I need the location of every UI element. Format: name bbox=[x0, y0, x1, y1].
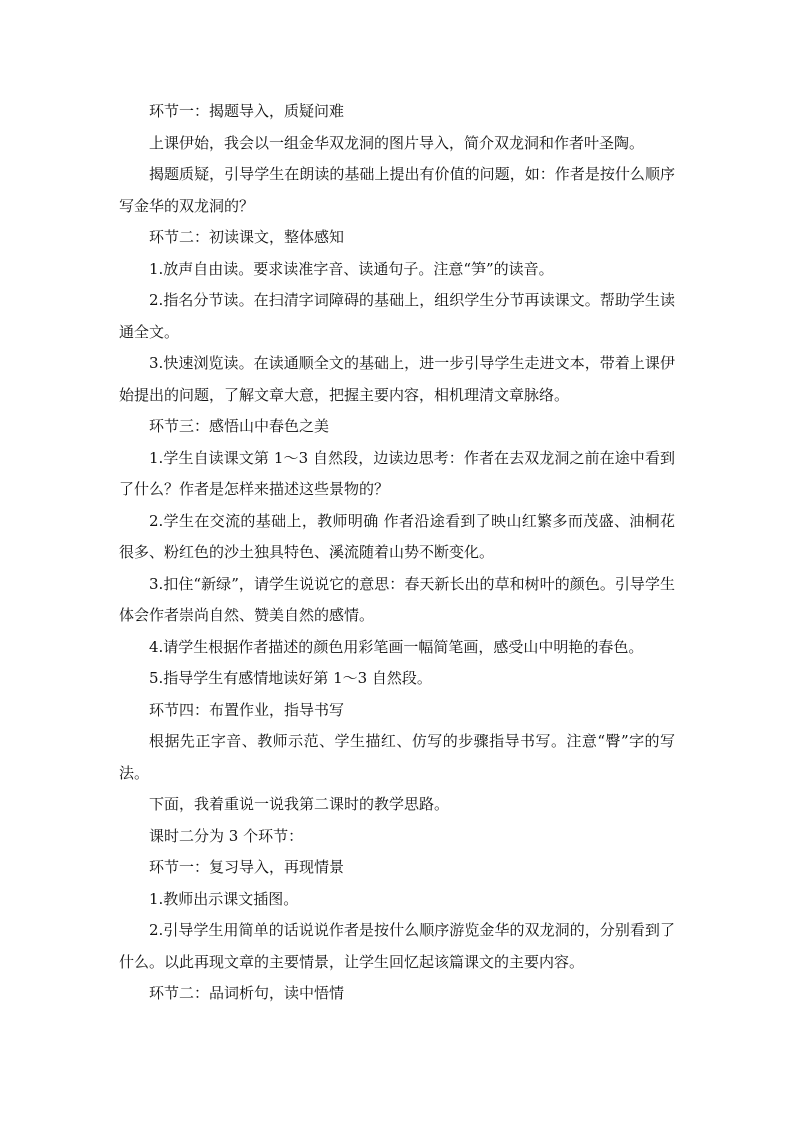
list-item: 3.快速浏览读。在读通顺全文的基础上，进一步引导学生走进文本，带着上课伊始提出的问题，了解文章大意，把握主要内容，相机理清文章脉络。 bbox=[119, 354, 675, 404]
list-item: 3.扣住“新绿”，请学生说说它的意思：春天新长出的草和树叶的颜色。引导学生体会作者崇尚自然、赞美自然的感情。 bbox=[119, 574, 675, 624]
document-page bbox=[119, 96, 675, 1010]
paragraph: 下面，我着重说一说我第二课时的教学思路。 bbox=[149, 795, 450, 813]
section-heading-1: 环节一：揭题导入，质疑问难 bbox=[149, 102, 345, 120]
section-heading-4: 环节四：布置作业，指导书写 bbox=[149, 700, 345, 719]
section-heading-6: 环节二：品词析句，读中悟情 bbox=[149, 984, 345, 1002]
section-heading-3: 环节三：感悟山中春色之美 bbox=[149, 417, 330, 435]
list-item: 2.学生在交流的基础上，教师明确 作者沿途看到了映山红繁多而茂盛、油桐花很多、粉红色的沙土独具特色、溪流随着山势不断变化。 bbox=[119, 511, 675, 561]
list-item: 1.学生自读课文第 1～3 自然段，边读边思考：作者在去双龙洞之前在途中看到了什么？作者是怎样来描述这些景物的？ bbox=[119, 448, 675, 498]
paragraph: 上课伊始，我会以一组金华双龙洞的图片导入，简介双龙洞和作者叶圣陶。 bbox=[149, 133, 645, 152]
section-heading-5: 环节一：复习导入，再现情景 bbox=[149, 858, 345, 876]
list-item: 2.指名分节读。在扫清字词障碍的基础上，组织学生分节再读课文。帮助学生读通全文。 bbox=[119, 291, 675, 341]
paragraph: 揭题质疑，引导学生在朗读的基础上提出有价值的问题，如：作者是按什么顺序写金华的双龙洞的？ bbox=[119, 165, 675, 215]
list-item: 4.请学生根据作者描述的颜色用彩笔画一幅简笔画，感受山中明艳的春色。 bbox=[149, 637, 644, 656]
section-heading-2: 环节二：初读课文，整体感知 bbox=[149, 228, 345, 246]
list-item: 1.教师出示课文插图。 bbox=[149, 889, 299, 908]
paragraph: 根据先正字音、教师示范、学生描红、仿写的步骤指导书写。注意“臀”字的写法。 bbox=[119, 732, 675, 782]
list-item: 2.引导学生用简单的话说说作者是按什么顺序游览金华的双龙洞的，分别看到了什么。以此再现文章的主要情景，让学生回忆起该篇课文的主要内容。 bbox=[119, 921, 675, 971]
paragraph: 课时二分为 3 个环节： bbox=[149, 826, 304, 845]
list-item: 5.指导学生有感情地读好第 1～3 自然段。 bbox=[149, 669, 432, 687]
list-item: 1.放声自由读。要求读准字音、读通句子。注意“笋”的读音。 bbox=[149, 259, 554, 278]
